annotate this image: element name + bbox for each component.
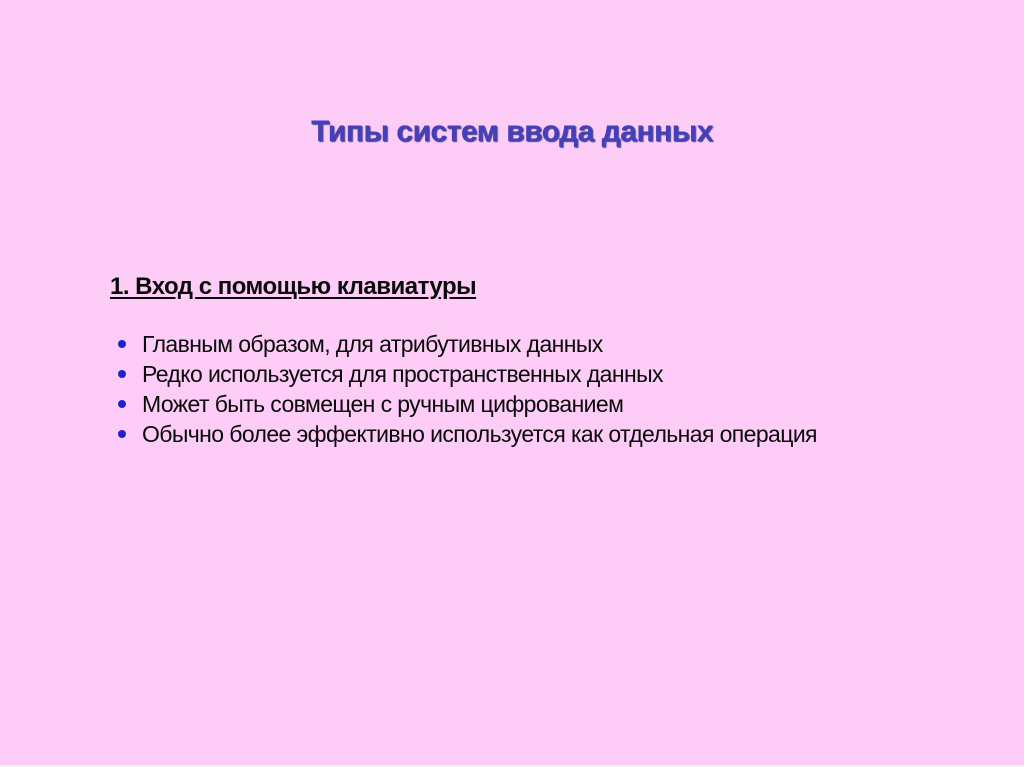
bullet-text: Редко используется для пространственных данных (142, 361, 663, 387)
list-item (110, 389, 830, 419)
bullet-icon (118, 430, 126, 438)
bullet-icon (118, 340, 126, 348)
bullet-icon (118, 370, 126, 378)
list-item (110, 419, 830, 449)
list-item (110, 359, 830, 389)
bullet-text: Главным образом, для атрибутивных данных (142, 331, 603, 357)
bullet-text: Может быть совмещен с ручным цифрованием (142, 391, 624, 417)
section-heading: 1. Вход с помощью клавиатуры (110, 273, 477, 300)
bullet-list (110, 329, 830, 449)
slide-content (110, 273, 830, 449)
bullet-icon (118, 400, 126, 408)
slide-title: Типы систем ввода данных (311, 115, 713, 148)
bullet-text: Обычно более эффективно используется как отдельная операция (142, 421, 817, 447)
list-item (110, 329, 830, 359)
